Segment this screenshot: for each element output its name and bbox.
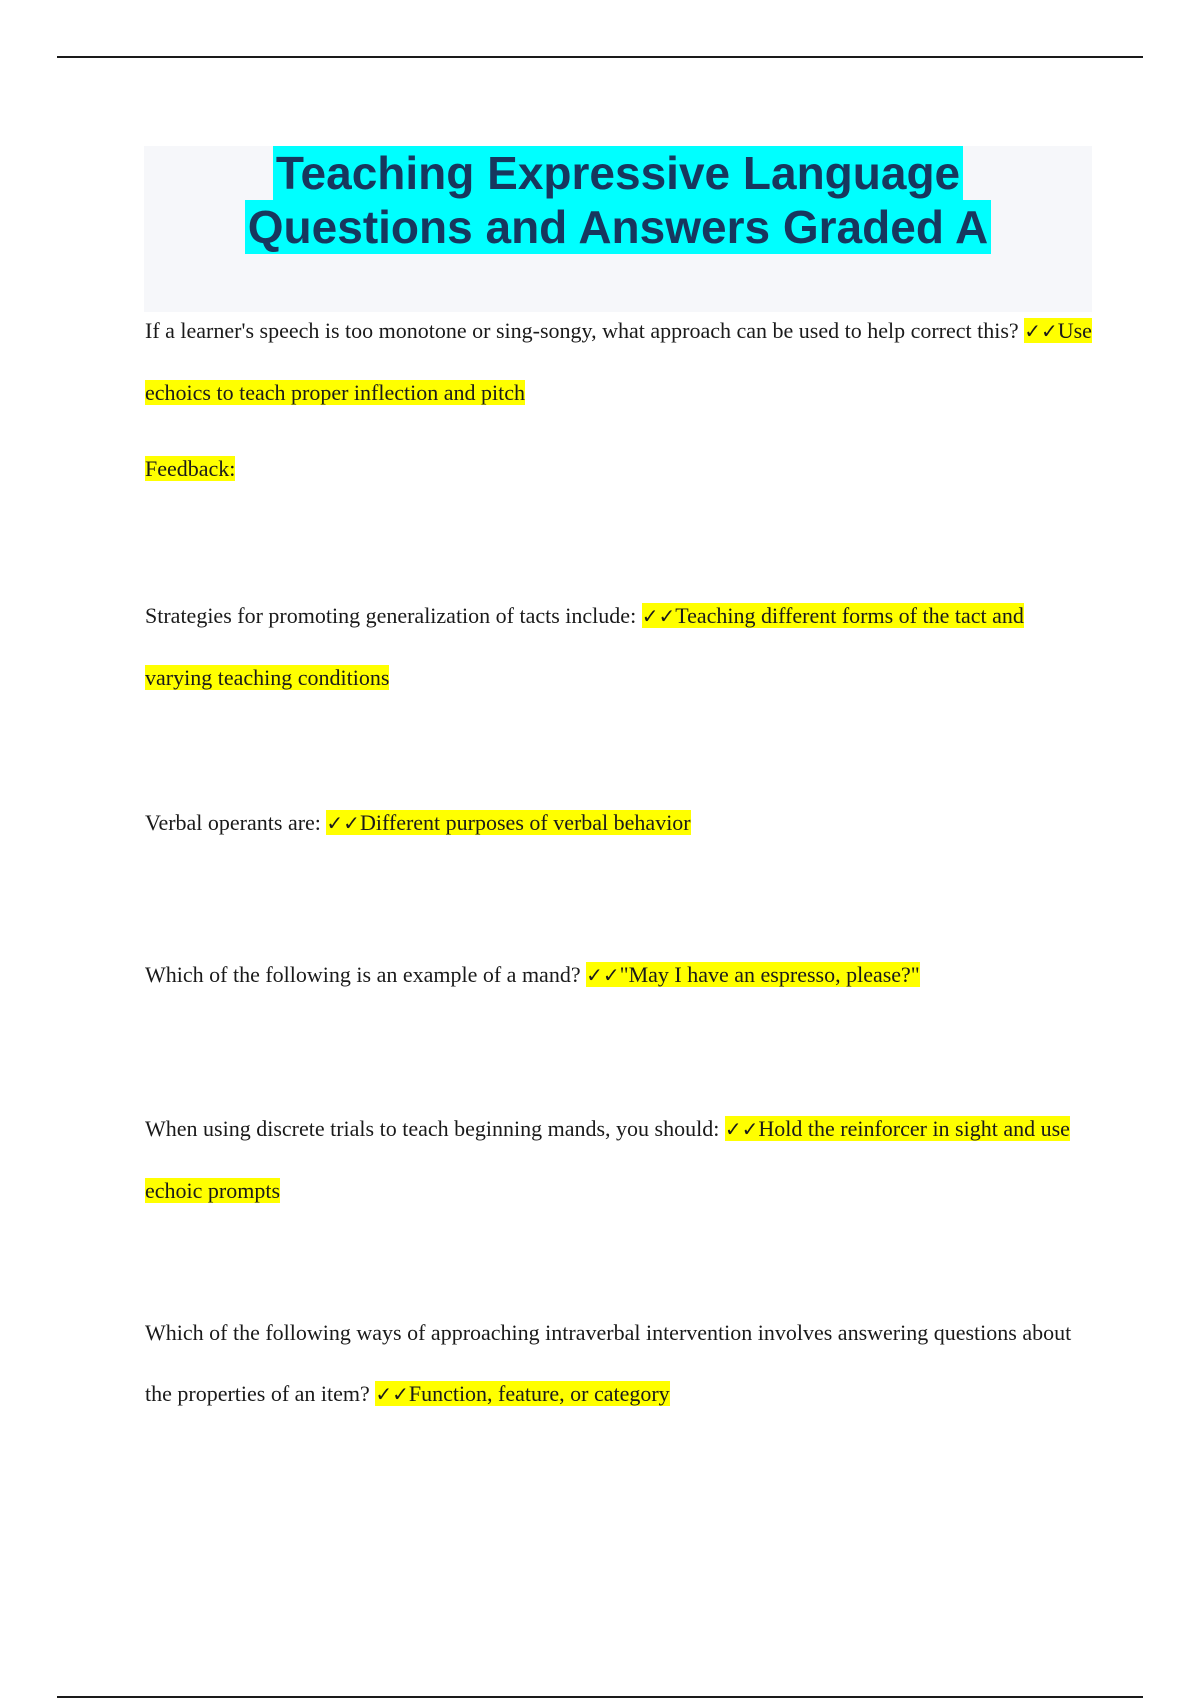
double-check-icon: ✓✓	[375, 1382, 409, 1406]
answer-text: Different purposes of verbal behavior	[359, 810, 691, 835]
title-block	[144, 146, 1092, 312]
qa-item-4	[145, 944, 1095, 1006]
top-rule	[57, 56, 1143, 58]
double-check-icon: ✓✓	[724, 1117, 759, 1141]
qa-item-6	[145, 1302, 1095, 1425]
double-check-icon: ✓✓	[641, 604, 676, 628]
question-text: Verbal operants are:	[145, 810, 321, 835]
answer-text: "May I have an espresso, please?"	[619, 962, 920, 987]
double-check-icon: ✓✓	[1024, 319, 1058, 343]
bottom-rule	[57, 1696, 1143, 1698]
document-title-line-2: Questions and Answers Graded A	[245, 200, 991, 254]
qa-item-feedback	[145, 438, 1095, 499]
question-text: When using discrete trials to teach beginning mands, you should:	[145, 1116, 720, 1141]
answer-text: Function, feature, or category	[408, 1381, 670, 1406]
feedback-label: Feedback:	[145, 456, 236, 481]
qa-item-5	[145, 1098, 1095, 1221]
answer-text: Hold the reinforcer in sight and use echoic prompts	[145, 1116, 1070, 1203]
qa-item-3	[145, 792, 1095, 854]
qa-item-1	[145, 300, 1095, 423]
document-title-line-1: Teaching Expressive Language	[273, 146, 963, 200]
answer-highlight	[326, 810, 690, 835]
question-text: Which of the following ways of approaching intraverbal intervention involves answering questions about the properties of an item?	[145, 1320, 1072, 1406]
question-text: Strategies for promoting generalization of tacts include:	[145, 603, 637, 628]
question-text: If a learner's speech is too monotone or sing-songy, what approach can be used to help correct this?	[145, 318, 1019, 343]
answer-text: Teaching different forms of the tact and varying teaching conditions	[145, 603, 1024, 690]
answer-text: Use echoics to teach proper inflection and pitch	[145, 318, 1092, 405]
double-check-icon: ✓✓	[326, 811, 360, 835]
question-text: Which of the following is an example of a mand?	[145, 962, 581, 987]
double-check-icon: ✓✓	[586, 963, 620, 987]
qa-item-2	[145, 585, 1095, 708]
answer-highlight	[586, 962, 920, 987]
answer-highlight	[375, 1381, 669, 1406]
